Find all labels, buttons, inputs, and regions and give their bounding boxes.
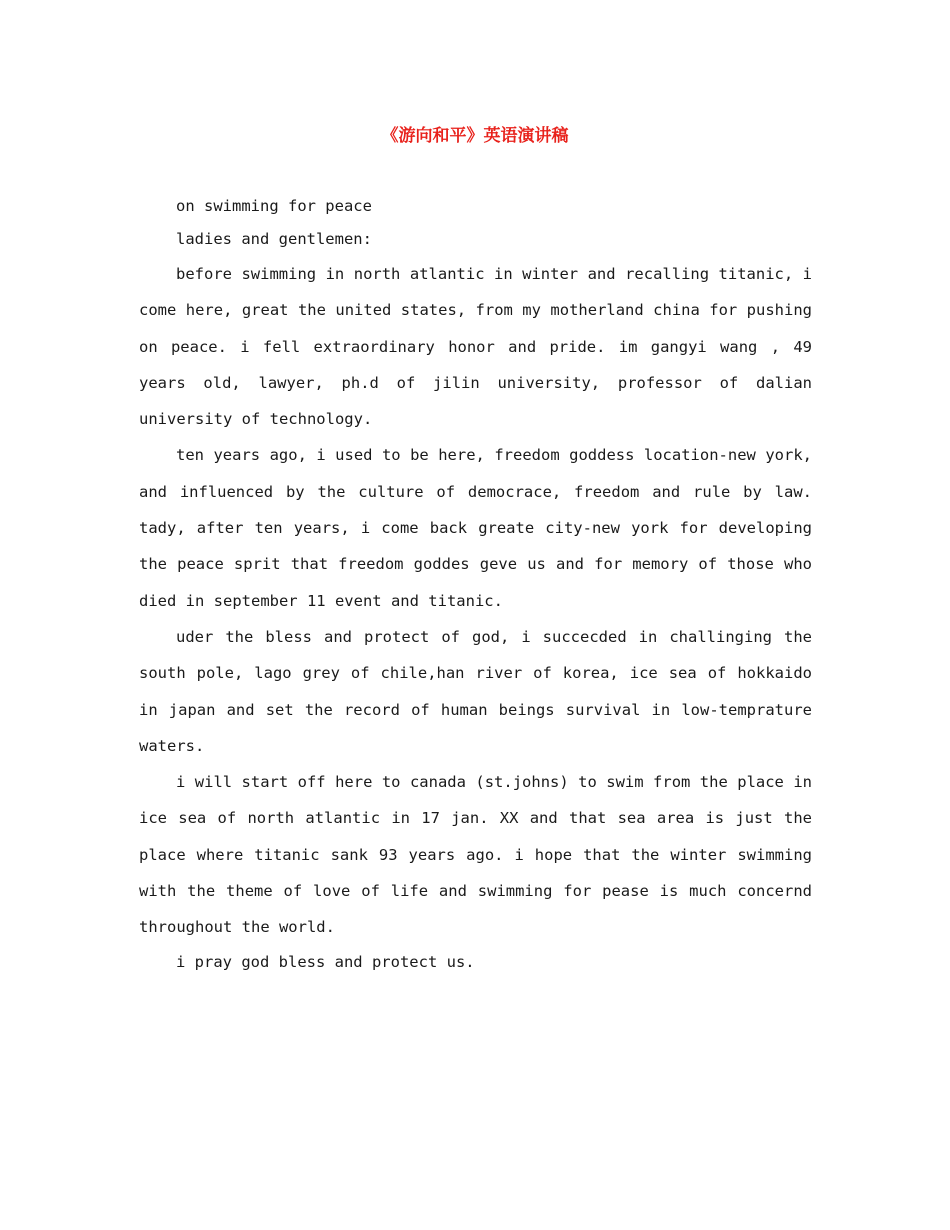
paragraph-heading: on swimming for peace — [176, 197, 372, 215]
paragraph: i will start off here to canada (st.johns) to swim from the place in ice sea of north atlantic in 17 jan. XX and that sea area is just the place where titanic sank 93 years ago. i hope that the winter swimming with the theme of love of life and swimming for pease is much concernd throughout the world. — [139, 773, 812, 937]
paragraph: ten years ago, i used to be here, freedom goddess location-new york, and influenced by the culture of democrace, freedom and rule by law. tady, after ten years, i come back greate city-new york for developing the peace sprit that freedom goddes geve us and for memory of those who died in september 11 event and titanic. — [139, 446, 812, 610]
document-title: 《游向和平》英语演讲稿 — [381, 126, 569, 146]
document-body — [139, 190, 812, 979]
paragraph: uder the bless and protect of god, i succecded in challinging the south pole, lago grey of chile,han river of korea, ice sea of hokkaido in japan and set the record of human beings survival in low-temprature waters. — [139, 627, 812, 755]
paragraph-closing: i pray god bless and protect us. — [176, 952, 475, 971]
paragraph-salutation: ladies and gentlemen: — [176, 230, 372, 248]
paragraph: before swimming in north atlantic in winter and recalling titanic, i come here, great the united states, from my motherland china for pushing on peace. i fell extraordinary honor and pride. im gangyi wang , 49 years old, lawyer, ph.d of jilin university, professor of dalian university of technology. — [139, 265, 812, 429]
